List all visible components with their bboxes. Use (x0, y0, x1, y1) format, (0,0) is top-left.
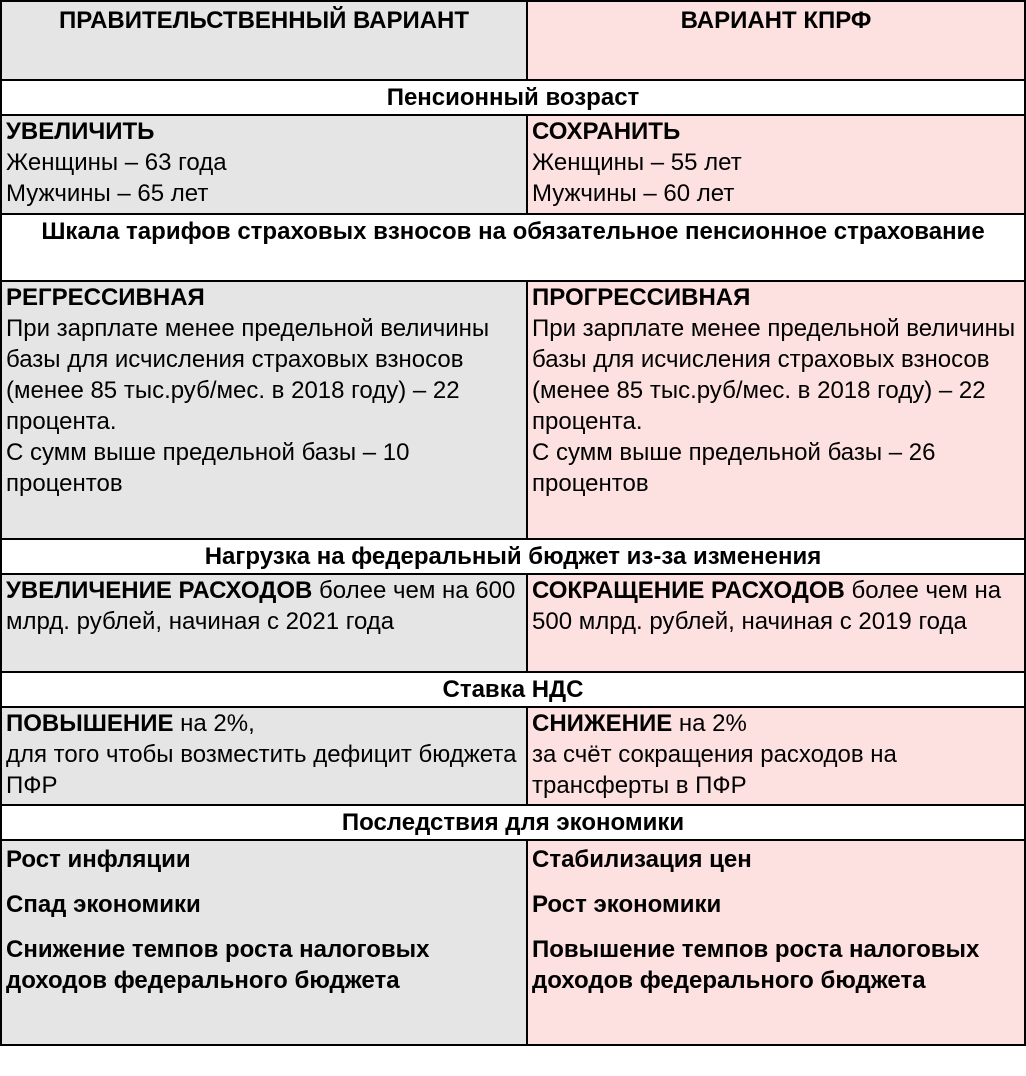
section-row-budget-load (1, 539, 1025, 574)
cell-government (1, 281, 527, 539)
section-title: Последствия для экономики (1, 805, 1025, 840)
cell-government (1, 574, 527, 672)
cell-line: При зарплате менее предельной величины базы для исчисления страховых взносов (менее 85 тыс.руб/мес. в 2018 году) – 22 процента. (532, 315, 1016, 435)
cell-heading: УВЕЛИЧЕНИЕ РАСХОДОВ (6, 577, 313, 604)
row-consequences (1, 840, 1025, 1045)
cell-line: Женщины – 55 лет (532, 149, 742, 176)
section-title: Нагрузка на федеральный бюджет из-за изменения (1, 539, 1025, 574)
section-row-vat (1, 672, 1025, 707)
section-title: Ставка НДС (1, 672, 1025, 707)
cell-line: При зарплате менее предельной величины базы для исчисления страховых взносов (менее 85 тыс.руб/мес. в 2018 году) – 22 процента. (6, 315, 490, 435)
row-pension-age (1, 115, 1025, 214)
consequence-item: Рост экономики (532, 891, 722, 918)
header-row (1, 1, 1025, 80)
cell-line: Мужчины – 65 лет (6, 180, 209, 207)
cell-line: С сумм выше предельной базы – 26 процентов (532, 439, 936, 497)
cell-text: на 2% (672, 710, 747, 737)
cell-kprf (527, 840, 1025, 1045)
cell-heading: ПРОГРЕССИВНАЯ (532, 284, 751, 311)
cell-text: более чем на 600 млрд. рублей, начиная с 2021 года (6, 577, 516, 635)
cell-heading: РЕГРЕССИВНАЯ (6, 284, 205, 311)
cell-government (1, 115, 527, 214)
section-row-tariff-scale (1, 214, 1025, 281)
section-title: Шкала тарифов страховых взносов на обязательное пенсионное страхование (1, 214, 1025, 281)
cell-kprf (527, 115, 1025, 214)
cell-kprf (527, 707, 1025, 805)
cell-line: Мужчины – 60 лет (532, 180, 735, 207)
section-title: Пенсионный возраст (1, 80, 1025, 115)
cell-text: на 2%, (173, 710, 255, 737)
row-budget-load (1, 574, 1025, 672)
cell-heading: СОХРАНИТЬ (532, 118, 681, 145)
header-government: ПРАВИТЕЛЬСТВЕННЫЙ ВАРИАНТ (1, 1, 527, 80)
consequence-item: Повышение темпов роста налоговых доходов федерального бюджета (532, 936, 980, 994)
cell-heading: СОКРАЩЕНИЕ РАСХОДОВ (532, 577, 845, 604)
cell-heading: ПОВЫШЕНИЕ (6, 710, 174, 737)
row-tariff-scale (1, 281, 1025, 539)
consequence-item: Стабилизация цен (532, 846, 752, 873)
cell-heading: СНИЖЕНИЕ (532, 710, 673, 737)
cell-kprf (527, 281, 1025, 539)
cell-line: за счёт сокращения расходов на трансферты в ПФР (532, 741, 897, 799)
header-kprf: ВАРИАНТ КПРФ (527, 1, 1025, 80)
cell-government (1, 707, 527, 805)
section-row-pension-age (1, 80, 1025, 115)
cell-government (1, 840, 527, 1045)
cell-line: С сумм выше предельной базы – 10 процентов (6, 439, 410, 497)
section-row-consequences (1, 805, 1025, 840)
cell-heading: УВЕЛИЧИТЬ (6, 118, 155, 145)
cell-kprf (527, 574, 1025, 672)
cell-line: Женщины – 63 года (6, 149, 227, 176)
cell-text: более чем на 500 млрд. рублей, начиная с 2019 года (532, 577, 1002, 635)
consequence-item: Рост инфляции (6, 846, 191, 873)
cell-line: для того чтобы возместить дефицит бюджета ПФР (6, 741, 517, 799)
row-vat (1, 707, 1025, 805)
consequence-item: Спад экономики (6, 891, 201, 918)
consequence-item: Снижение темпов роста налоговых доходов федерального бюджета (6, 936, 430, 994)
